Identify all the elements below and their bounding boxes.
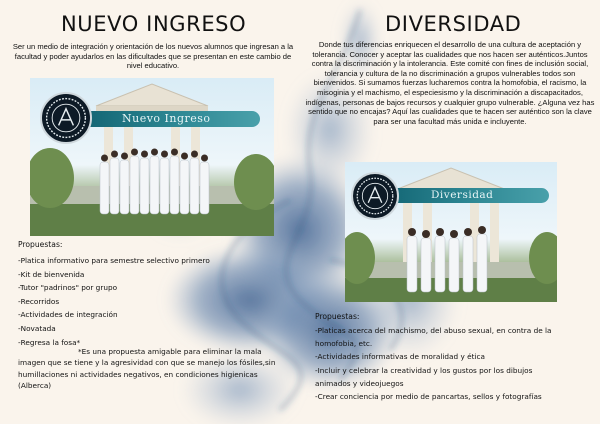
- list-item: animados y videojuegos: [315, 378, 404, 388]
- list-item: -Recorridos: [18, 296, 60, 306]
- list-item: -Actividades informativas de moralidad y ética: [315, 352, 485, 362]
- nuevo-ingreso-intro: Ser un medio de integración y orientación de los nuevos alumnos que ingresan a la facultad y poder ayudarlos en las dificultades que se presentan en este cambio de nivel educativo.: [12, 42, 294, 71]
- list-item: -Actividades de integración: [18, 310, 118, 320]
- diversidad-intro: Donde tus diferencias enriquecen el desarrollo de una cultura de aceptación y tolerancia. Conocer y aceptar las cualidades que nos hacen ser auténticos.Juntos contra la discriminación y la intolerancia. Este comité con fines de inclusión social, tolerancia y cultura de la no discriminación a grupos vulnerables todos son bienvenidos. Si sumamos fuerzas lucharemos contra la homofobia, el racismo, la misoginia y el machismo, el especiesismo y la discriminación a discapacitados, indígenas, personas de bajos recursos y cualquier grupo vulnerable. ¿Alguna vez has sentido que no encajas? Aquí las cualidades que te hacen ser auténtico son la clave para ser una facultad más unida e incluyente.: [305, 40, 595, 126]
- faculty-emblem-icon: [351, 172, 399, 220]
- list-item: -Crear conciencia por medio de pancartas, sellos y fotografías: [315, 392, 542, 402]
- faculty-emblem-icon: [40, 92, 92, 144]
- list-item: homofobia, etc.: [315, 339, 373, 349]
- diversidad-proposals-title: Propuestas:: [315, 312, 360, 321]
- fosa-footnote: *Es una propuesta amigable para eliminar la mala imagen que se tiene y la agresividad con que se manejo los fósiles,sin humillaciones ni actividades negativos, en condiciones higienicas (Alberca): [18, 347, 276, 391]
- list-item: -Tutor "padrinos" por grupo: [18, 283, 118, 293]
- list-item: -Kit de bienvenida: [18, 269, 85, 279]
- list-item: -Platica informativo para semestre selectivo primero: [18, 256, 210, 265]
- list-item: -Incluir y celebrar la creatividad y los gustos por los dibujos: [315, 365, 533, 375]
- diversidad-banner: Diversidad: [369, 188, 549, 203]
- diversidad-title: DIVERSIDAD: [385, 12, 522, 36]
- nuevo-ingreso-title: NUEVO INGRESO: [61, 12, 247, 36]
- diversidad-proposals-list: [315, 324, 552, 403]
- nuevo-ingreso-banner: Nuevo Ingreso: [70, 111, 260, 127]
- nuevo-ingreso-proposals-list: [18, 254, 210, 349]
- nuevo-ingreso-photo: [30, 78, 274, 236]
- diversidad-photo: [345, 162, 557, 302]
- nuevo-ingreso-proposals-title: Propuestas:: [18, 240, 63, 249]
- list-item: -Novatada: [18, 323, 56, 333]
- list-item: -Regresa la fosa*: [18, 337, 81, 347]
- list-item: -Platicas acerca del machismo, del abuso sexual, en contra de la: [315, 326, 552, 335]
